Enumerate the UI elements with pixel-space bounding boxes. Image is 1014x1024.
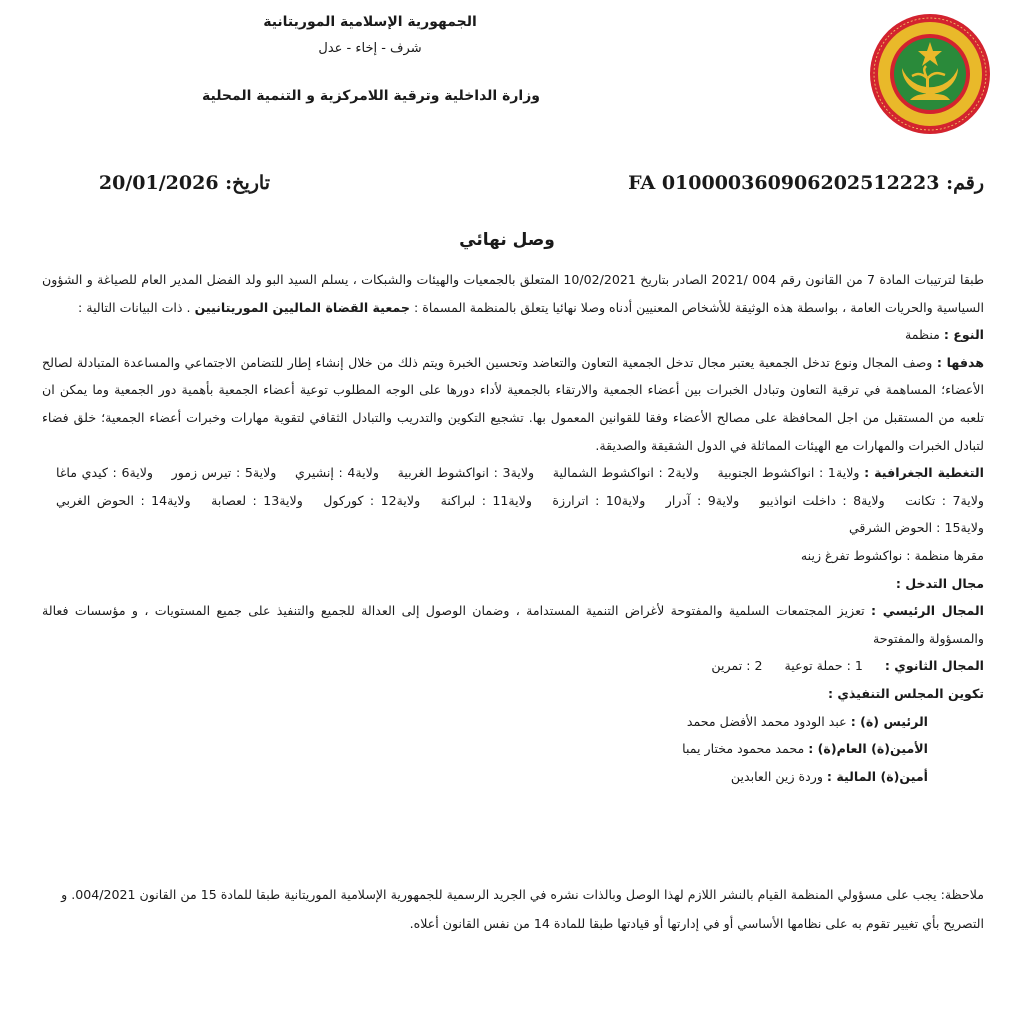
coverage-row: [42, 459, 984, 542]
goals-row: [42, 349, 984, 459]
national-motto: شرف - إخاء - عدل: [318, 41, 422, 56]
coverage-item: ولاية1 : انواكشوط الجنوبية: [717, 465, 860, 481]
reference-number: [628, 172, 984, 194]
main-field-row: [42, 597, 984, 652]
coverage-item: ولاية9 : آدرار: [665, 492, 740, 508]
coverage-item: ولاية5 : تيرس زمور: [171, 465, 277, 481]
country-name: الجمهورية الإسلامية الموريتانية: [263, 14, 477, 30]
goals-value: وصف المجال ونوع تدخل الجمعية يعتبر مجال تدخل الجمعية التعاون والتعاضد وتحسين الخبرة ويتم ذلك من خلال إنشاء إطار للتضامن الاجتماعي والمساعدة المتبادلة لصالح الأعضاء؛ المساهمة في ترقية التعاون وتبادل الخبرات بين أعضاء الجمعية والارتقاء بالجمعية لأداء دورها على الوجه المطلوب توعية أعضاء الجمعية بأهمية دور الجمعية وما يمكن ان تلعبه من المستقبل من اجل المحافظة على مصالح الأعضاء وفقا للقوانين المعمول بها. تشجيع التكوين والتدريب والتبادل الثقافي لتقوية مهارات وخبرات أعضاء الجمعية؛ خلق فضاء لتبادل الخبرات والمهارات مع الهيئات المماثلة في الدول الشقيقة والصديقة.: [42, 354, 984, 453]
reference-value: FA 010000360906202512223: [628, 172, 940, 194]
coverage-label: التغطية الجغرافية :: [864, 465, 984, 481]
coverage-item: ولاية6 : كيدي ماغا: [56, 465, 153, 481]
member-name: عبد الودود محمد الأفضل محمد: [686, 713, 847, 729]
main-field-value: تعزيز المجتمعات السلمية والمفتوحة لأغراض التنمية المستدامة ، وضمان الوصول إلى العدالة للجميع والتنفيذ على جميع المستويات ، و مؤسسات فعالة والمسؤولة والمفتوحة: [42, 603, 984, 646]
ministry-name: وزارة الداخلية وترقية اللامركزية و التنمية المحلية: [201, 88, 540, 104]
coverage-item: ولاية11 : لبراكنة: [440, 492, 532, 508]
reference-label: رقم:: [946, 172, 984, 194]
document-title: وصل نهائي: [459, 230, 555, 250]
national-seal-logo: [868, 12, 992, 136]
intro-tail: . ذات البيانات التالية :: [77, 299, 191, 315]
coverage-item: ولاية10 : اترارزة: [552, 492, 646, 508]
hq-row: [42, 542, 984, 570]
hq-value: نواكشوط تفرغ زينه: [800, 547, 903, 563]
main-field-label: المجال الرئيسي :: [871, 603, 984, 619]
secondary-field-item: 2 : تمرين: [711, 658, 763, 674]
secondary-field-item: 1 : حملة توعية: [784, 658, 863, 674]
document-body: [42, 266, 984, 790]
executive-members: [42, 708, 984, 791]
type-value: منظمة: [904, 327, 940, 343]
type-label: النوع :: [943, 327, 984, 343]
goals-label: هدفها :: [936, 354, 984, 370]
hq-label: مقرها منظمة :: [906, 547, 984, 563]
coverage-item: ولاية13 : لعصابة: [211, 492, 303, 508]
member-role: الأمين(ة) العام(ة) :: [808, 741, 928, 757]
date-label: تاريخ:: [225, 172, 270, 194]
executive-member: [42, 735, 928, 763]
member-role: أمين(ة) المالية :: [826, 768, 928, 784]
member-role: الرئيس (ة) :: [850, 713, 928, 729]
coverage-item: ولاية2 : انواكشوط الشمالية: [552, 465, 699, 481]
header: [200, 12, 540, 59]
member-name: وردة زين العابدين: [730, 768, 823, 784]
executive-title: تكوين المجلس التنفيذي :: [827, 685, 984, 701]
executive-member: [42, 763, 928, 791]
intro-text: طبقا لترتيبات المادة 7 من القانون رقم 004 /2021 الصادر بتاريخ 10/02/2021 المتعلق بالجمعيات والهيئات والشبكات ، يسلم السيد البو ولد الفضل المدير العام للصياغة و الشؤون السياسية والحريات العامة ، بواسطة هذه الوثيقة للأشخاص المعنيين أدناه وصلا نهائيا يتعلق بالمنظمة المسماة :: [42, 272, 985, 315]
coverage-item: ولاية7 : تكانت: [905, 492, 984, 508]
coverage-item: ولاية12 : كوركول: [323, 492, 421, 508]
type-row: [42, 321, 984, 349]
document-date: [99, 172, 270, 194]
intro-paragraph: [42, 266, 984, 321]
executive-member: [42, 708, 928, 736]
coverage-item: ولاية15 : الحوض الشرقي: [848, 520, 984, 536]
fields-title: مجال التدخل :: [895, 575, 984, 591]
publication-note: ملاحظة: يجب على مسؤولي المنظمة القيام بالنشر اللازم لهذا الوصل وبالذات نشره في الجريد الرسمية للجمهورية الإسلامية الموريتانية طبقا للمادة 15 من القانون 004/2021. و التصريح بأي تغيير تقوم به على نظامها الأساسي أو في إدارتها أو قيادتها طبقا للمادة 14 من نفس القانون أعلاه.: [61, 887, 984, 931]
coverage-item: ولاية14 : الحوض الغربي: [56, 492, 191, 508]
organization-name: جمعية القضاة الماليين الموريتانيين: [194, 299, 410, 315]
secondary-field-row: [42, 652, 984, 680]
coverage-item: ولاية8 : داخلت انواذيبو: [759, 492, 885, 508]
secondary-field-label: المجال الثانوي :: [884, 658, 984, 674]
member-name: محمد محمود مختار يمبا: [682, 741, 805, 757]
date-value: 20/01/2026: [98, 172, 219, 194]
coverage-item: ولاية3 : انواكشوط الغربية: [397, 465, 535, 481]
coverage-item: ولاية4 : إنشيري: [295, 465, 379, 481]
